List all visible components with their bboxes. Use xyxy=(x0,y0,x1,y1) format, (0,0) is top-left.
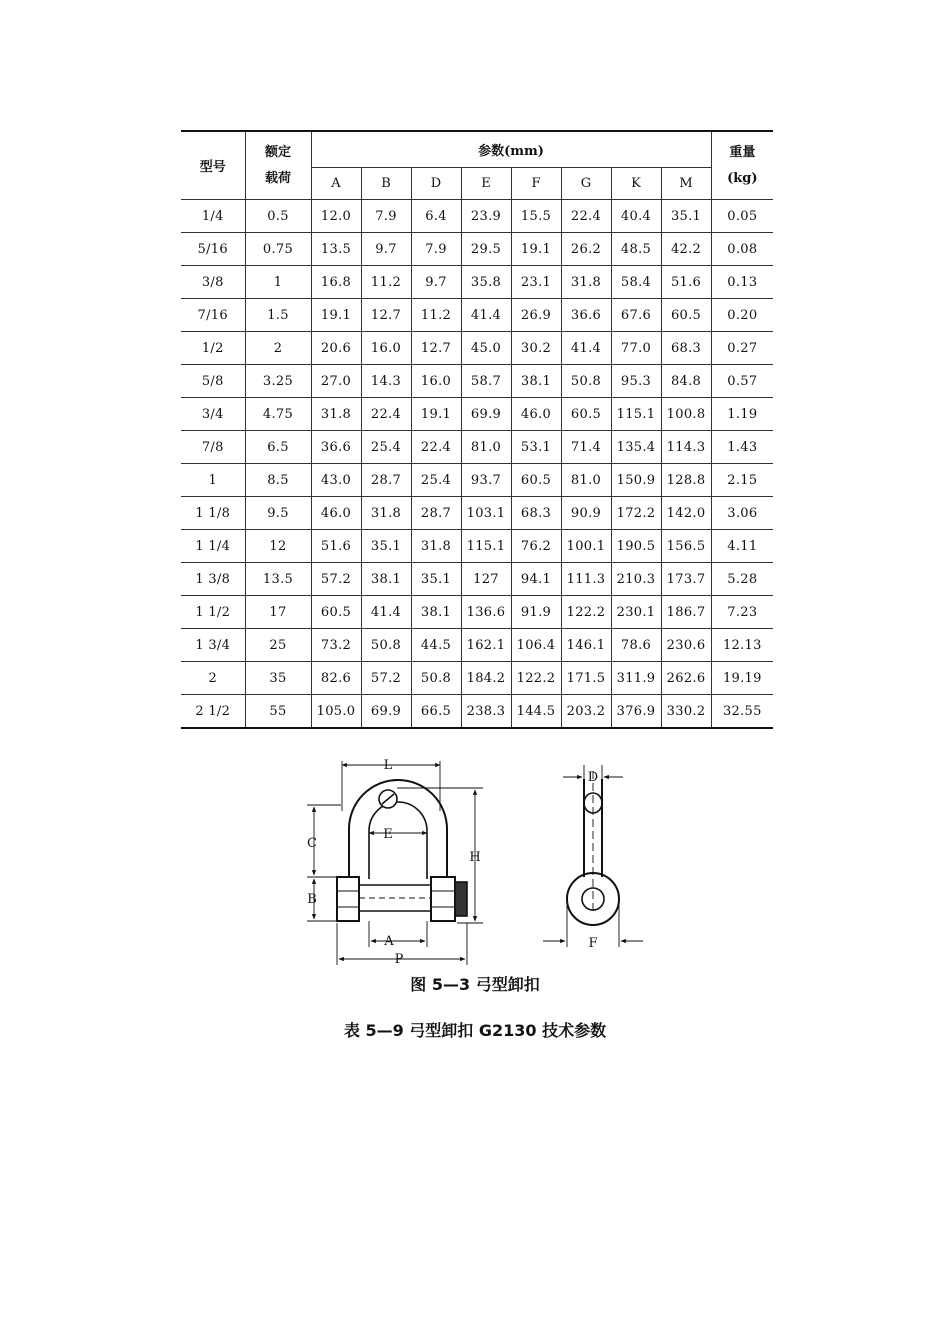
table-body xyxy=(181,200,773,729)
table-cell: 48.5 xyxy=(611,233,661,266)
table-cell: 31.8 xyxy=(561,266,611,299)
table-cell: 144.5 xyxy=(511,695,561,729)
table-cell: 13.5 xyxy=(245,563,311,596)
table-cell: 23.1 xyxy=(511,266,561,299)
table-cell: 19.19 xyxy=(711,662,773,695)
column-header-k: K xyxy=(611,168,661,200)
table-cell: 53.1 xyxy=(511,431,561,464)
header-model: 型号 xyxy=(181,131,245,200)
table-cell: 20.6 xyxy=(311,332,361,365)
header-weight-line1: 重量 xyxy=(729,144,756,160)
table-cell: 4.75 xyxy=(245,398,311,431)
label-P: P xyxy=(394,952,404,967)
table-row xyxy=(181,464,773,497)
column-header-a: A xyxy=(311,168,361,200)
table-cell: 68.3 xyxy=(511,497,561,530)
table-cell: 46.0 xyxy=(311,497,361,530)
table-cell: 150.9 xyxy=(611,464,661,497)
table-cell: 81.0 xyxy=(561,464,611,497)
table-cell: 58.4 xyxy=(611,266,661,299)
table-cell: 35.1 xyxy=(661,200,711,233)
table-cell: 9.5 xyxy=(245,497,311,530)
table-cell: 135.4 xyxy=(611,431,661,464)
table-cell: 84.8 xyxy=(661,365,711,398)
column-header-b: B xyxy=(361,168,411,200)
table-cell: 71.4 xyxy=(561,431,611,464)
table-cell: 35 xyxy=(245,662,311,695)
table-cell: 35.1 xyxy=(411,563,461,596)
table-cell: 1 1/2 xyxy=(181,596,245,629)
table-cell: 136.6 xyxy=(461,596,511,629)
table-cell: 11.2 xyxy=(411,299,461,332)
table-cell: 1.43 xyxy=(711,431,773,464)
table-cell: 60.5 xyxy=(661,299,711,332)
table-row xyxy=(181,497,773,530)
table-cell: 50.8 xyxy=(361,629,411,662)
table-cell: 111.3 xyxy=(561,563,611,596)
header-rated-load xyxy=(245,131,311,200)
table-cell: 94.1 xyxy=(511,563,561,596)
table-cell: 35.8 xyxy=(461,266,511,299)
table-cell: 27.0 xyxy=(311,365,361,398)
table-cell: 60.5 xyxy=(311,596,361,629)
table-cell: 103.1 xyxy=(461,497,511,530)
table-cell: 32.55 xyxy=(711,695,773,729)
table-cell: 0.20 xyxy=(711,299,773,332)
table-cell: 81.0 xyxy=(461,431,511,464)
table-row xyxy=(181,530,773,563)
table-cell: 203.2 xyxy=(561,695,611,729)
table-row xyxy=(181,695,773,729)
table-cell: 1 3/8 xyxy=(181,563,245,596)
column-header-d: D xyxy=(411,168,461,200)
label-E: E xyxy=(383,827,393,842)
table-cell: 4.11 xyxy=(711,530,773,563)
table-row xyxy=(181,398,773,431)
table-row xyxy=(181,332,773,365)
label-B: B xyxy=(307,892,317,907)
column-header-m: M xyxy=(661,168,711,200)
table-cell: 69.9 xyxy=(461,398,511,431)
table-cell: 22.4 xyxy=(561,200,611,233)
table-cell: 23.9 xyxy=(461,200,511,233)
table-cell: 11.2 xyxy=(361,266,411,299)
table-cell: 230.1 xyxy=(611,596,661,629)
table-cell: 31.8 xyxy=(361,497,411,530)
table-cell: 6.5 xyxy=(245,431,311,464)
table-cell: 171.5 xyxy=(561,662,611,695)
table-cell: 50.8 xyxy=(561,365,611,398)
table-cell: 19.1 xyxy=(311,299,361,332)
table-cell: 30.2 xyxy=(511,332,561,365)
table-cell: 7/16 xyxy=(181,299,245,332)
table-cell: 38.1 xyxy=(511,365,561,398)
table-cell: 60.5 xyxy=(511,464,561,497)
table-cell: 376.9 xyxy=(611,695,661,729)
table-row xyxy=(181,365,773,398)
table-cell: 330.2 xyxy=(661,695,711,729)
column-header-g: G xyxy=(561,168,611,200)
table-cell: 0.08 xyxy=(711,233,773,266)
table-cell: 68.3 xyxy=(661,332,711,365)
table-cell: 115.1 xyxy=(611,398,661,431)
table-cell: 9.7 xyxy=(361,233,411,266)
table-cell: 38.1 xyxy=(411,596,461,629)
table-cell: 238.3 xyxy=(461,695,511,729)
table-cell: 2 1/2 xyxy=(181,695,245,729)
table-cell: 156.5 xyxy=(661,530,711,563)
table-cell: 51.6 xyxy=(661,266,711,299)
table-cell: 7.9 xyxy=(411,233,461,266)
table-cell: 1 3/4 xyxy=(181,629,245,662)
table-cell: 1 1/8 xyxy=(181,497,245,530)
table-cell: 58.7 xyxy=(461,365,511,398)
table-cell: 41.4 xyxy=(361,596,411,629)
table-row xyxy=(181,299,773,332)
table-cell: 51.6 xyxy=(311,530,361,563)
table-cell: 42.2 xyxy=(661,233,711,266)
table-cell: 230.6 xyxy=(661,629,711,662)
table-cell: 12.13 xyxy=(711,629,773,662)
table-cell: 36.6 xyxy=(561,299,611,332)
header-rated-load-line1: 额定 xyxy=(264,144,291,160)
table-row xyxy=(181,629,773,662)
table-cell: 26.2 xyxy=(561,233,611,266)
table-cell: 100.8 xyxy=(661,398,711,431)
table-cell: 105.0 xyxy=(311,695,361,729)
column-header-e: E xyxy=(461,168,511,200)
table-cell: 122.2 xyxy=(561,596,611,629)
header-weight-line2: (kg) xyxy=(727,170,758,186)
table-caption: 表 5—9 弓型卸扣 G2130 技术参数 xyxy=(343,1021,607,1040)
table-cell: 190.5 xyxy=(611,530,661,563)
table-cell: 12.0 xyxy=(311,200,361,233)
table-cell: 0.5 xyxy=(245,200,311,233)
table-cell: 12.7 xyxy=(411,332,461,365)
table-cell: 43.0 xyxy=(311,464,361,497)
table-cell: 2 xyxy=(181,662,245,695)
table-cell: 7.23 xyxy=(711,596,773,629)
header-rated-load-line2: 载荷 xyxy=(264,170,291,186)
table-cell: 14.3 xyxy=(361,365,411,398)
table-cell: 95.3 xyxy=(611,365,661,398)
figure-caption: 图 5—3 弓型卸扣 xyxy=(410,975,540,994)
table-cell: 28.7 xyxy=(411,497,461,530)
table-cell: 146.1 xyxy=(561,629,611,662)
table-cell: 16.0 xyxy=(411,365,461,398)
table-cell: 311.9 xyxy=(611,662,661,695)
table-row xyxy=(181,431,773,464)
table-cell: 186.7 xyxy=(661,596,711,629)
table-cell: 0.13 xyxy=(711,266,773,299)
table-cell: 26.9 xyxy=(511,299,561,332)
table-cell: 173.7 xyxy=(661,563,711,596)
table-cell: 46.0 xyxy=(511,398,561,431)
table-cell: 3.06 xyxy=(711,497,773,530)
table-cell: 36.6 xyxy=(311,431,361,464)
table-cell: 19.1 xyxy=(411,398,461,431)
table-cell: 0.75 xyxy=(245,233,311,266)
table-cell: 82.6 xyxy=(311,662,361,695)
table-cell: 78.6 xyxy=(611,629,661,662)
table-cell: 106.4 xyxy=(511,629,561,662)
table-cell: 31.8 xyxy=(411,530,461,563)
table-cell: 29.5 xyxy=(461,233,511,266)
table-row xyxy=(181,233,773,266)
table-cell: 0.27 xyxy=(711,332,773,365)
table-cell: 1.5 xyxy=(245,299,311,332)
table-cell: 142.0 xyxy=(661,497,711,530)
table-cell: 19.1 xyxy=(511,233,561,266)
table-cell: 55 xyxy=(245,695,311,729)
table-cell: 5/8 xyxy=(181,365,245,398)
table-cell: 90.9 xyxy=(561,497,611,530)
table-cell: 60.5 xyxy=(561,398,611,431)
table-cell: 127 xyxy=(461,563,511,596)
table-cell: 35.1 xyxy=(361,530,411,563)
table-cell: 22.4 xyxy=(411,431,461,464)
table-cell: 7/8 xyxy=(181,431,245,464)
table-cell: 93.7 xyxy=(461,464,511,497)
table-cell: 1 xyxy=(181,464,245,497)
header-weight xyxy=(711,131,773,200)
table-cell: 1/4 xyxy=(181,200,245,233)
table-cell: 128.8 xyxy=(661,464,711,497)
table-cell: 122.2 xyxy=(511,662,561,695)
column-header-f: F xyxy=(511,168,561,200)
table-cell: 38.1 xyxy=(361,563,411,596)
table-cell: 114.3 xyxy=(661,431,711,464)
table-row xyxy=(181,563,773,596)
table-cell: 25.4 xyxy=(361,431,411,464)
table-cell: 1 xyxy=(245,266,311,299)
table-row xyxy=(181,266,773,299)
table-cell: 16.0 xyxy=(361,332,411,365)
table-row xyxy=(181,596,773,629)
header-params: 参数(mm) xyxy=(311,131,711,168)
table-cell: 2 xyxy=(245,332,311,365)
table-cell: 1.19 xyxy=(711,398,773,431)
table-cell: 9.7 xyxy=(411,266,461,299)
table-cell: 57.2 xyxy=(361,662,411,695)
table-cell: 2.15 xyxy=(711,464,773,497)
label-C: C xyxy=(307,836,317,851)
shackle-figure xyxy=(297,751,657,969)
table-cell: 16.8 xyxy=(311,266,361,299)
table-cell: 13.5 xyxy=(311,233,361,266)
table-cell: 31.8 xyxy=(311,398,361,431)
table-cell: 17 xyxy=(245,596,311,629)
table-row xyxy=(181,662,773,695)
table-cell: 76.2 xyxy=(511,530,561,563)
table-cell: 22.4 xyxy=(361,398,411,431)
table-cell: 210.3 xyxy=(611,563,661,596)
label-A: A xyxy=(384,934,394,949)
table-cell: 8.5 xyxy=(245,464,311,497)
table-cell: 5/16 xyxy=(181,233,245,266)
table-cell: 6.4 xyxy=(411,200,461,233)
table-cell: 66.5 xyxy=(411,695,461,729)
table-cell: 25 xyxy=(245,629,311,662)
table-cell: 0.57 xyxy=(711,365,773,398)
table-cell: 25.4 xyxy=(411,464,461,497)
table-cell: 7.9 xyxy=(361,200,411,233)
table-cell: 162.1 xyxy=(461,629,511,662)
table-cell: 44.5 xyxy=(411,629,461,662)
table-cell: 1/2 xyxy=(181,332,245,365)
table-cell: 73.2 xyxy=(311,629,361,662)
table-cell: 40.4 xyxy=(611,200,661,233)
table-cell: 77.0 xyxy=(611,332,661,365)
table-cell: 12.7 xyxy=(361,299,411,332)
table-cell: 69.9 xyxy=(361,695,411,729)
table-cell: 3/8 xyxy=(181,266,245,299)
table-cell: 12 xyxy=(245,530,311,563)
table-cell: 57.2 xyxy=(311,563,361,596)
table-cell: 91.9 xyxy=(511,596,561,629)
table-cell: 5.28 xyxy=(711,563,773,596)
table-cell: 184.2 xyxy=(461,662,511,695)
label-H: H xyxy=(469,850,481,865)
table-cell: 15.5 xyxy=(511,200,561,233)
shackle-spec-table xyxy=(181,130,773,729)
shackle-drawing xyxy=(297,751,657,969)
label-F: F xyxy=(588,936,598,951)
table-cell: 45.0 xyxy=(461,332,511,365)
table-cell: 3/4 xyxy=(181,398,245,431)
table-cell: 67.6 xyxy=(611,299,661,332)
table-cell: 262.6 xyxy=(661,662,711,695)
table-cell: 100.1 xyxy=(561,530,611,563)
table-cell: 172.2 xyxy=(611,497,661,530)
table-cell: 115.1 xyxy=(461,530,511,563)
table-cell: 3.25 xyxy=(245,365,311,398)
table-cell: 50.8 xyxy=(411,662,461,695)
table-cell: 28.7 xyxy=(361,464,411,497)
table-row xyxy=(181,200,773,233)
label-L: L xyxy=(383,758,393,773)
table-cell: 1 1/4 xyxy=(181,530,245,563)
table-cell: 41.4 xyxy=(561,332,611,365)
label-D: D xyxy=(587,770,599,785)
table-cell: 41.4 xyxy=(461,299,511,332)
table-cell: 0.05 xyxy=(711,200,773,233)
